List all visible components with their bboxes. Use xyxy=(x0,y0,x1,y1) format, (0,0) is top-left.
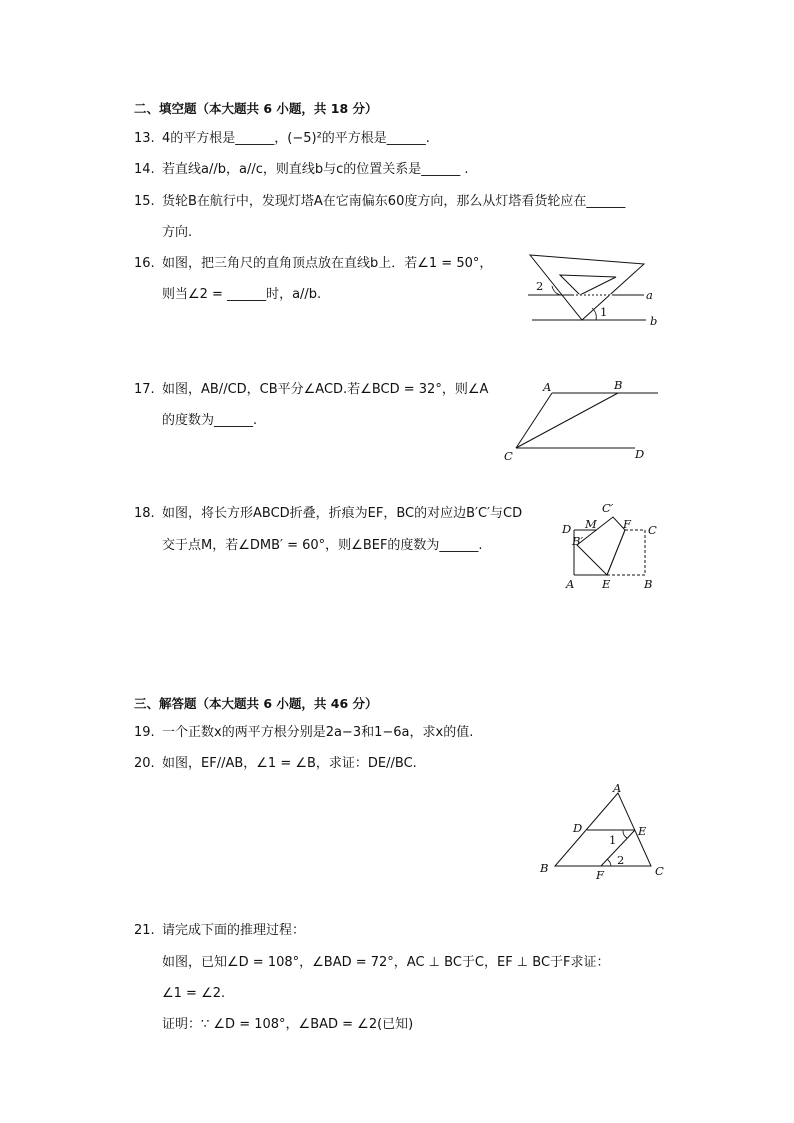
question-18-text: 如图，将长方形ABCD折叠，折痕为EF，BC的对应边B′C′与CD xyxy=(162,506,523,521)
angle-1-label: 1 xyxy=(600,305,608,319)
question-number: 17. xyxy=(134,382,155,397)
point-d-label: D xyxy=(562,522,572,536)
point-m-label: M xyxy=(585,517,597,531)
point-c-prime-label: C′ xyxy=(602,501,614,515)
question-16-text-cont: 则当∠2 = ______时，a//b. xyxy=(162,287,322,302)
section-header-answer: 三、解答题（本大题共 6 小题，共 46 分） xyxy=(134,696,378,711)
point-d-label: D xyxy=(635,447,645,461)
question-21-proof: 证明：∵ ∠D = 108°，∠BAD = ∠2(已知) xyxy=(162,1017,414,1032)
question-20-text: 如图，EF//AB，∠1 = ∠B，求证：DE//BC. xyxy=(162,756,417,771)
line-b-label: b xyxy=(650,314,658,328)
question-number: 13. xyxy=(134,131,155,146)
question-21-prove: ∠1 = ∠2. xyxy=(162,986,226,1001)
question-19-text: 一个正数x的两平方根分别是2a−3和1−6a，求x的值. xyxy=(162,725,474,740)
figure-17-parallel-lines xyxy=(500,375,670,465)
point-d-label: D xyxy=(573,821,583,835)
point-f-label: F xyxy=(623,517,631,531)
question-number: 14. xyxy=(134,162,155,177)
point-b-label: B xyxy=(644,577,653,591)
question-21-given: 如图，已知∠D = 108°，∠BAD = 72°，AC ⊥ BC于C，EF ⊥ BC于F求证： xyxy=(162,955,610,970)
angle-2-label: 2 xyxy=(536,279,544,293)
point-b-label: B xyxy=(614,378,623,392)
question-17-text-cont: 的度数为______. xyxy=(162,413,258,428)
figure-20-triangle xyxy=(535,778,675,888)
question-number: 16. xyxy=(134,256,155,271)
angle-2-label: 2 xyxy=(617,853,625,867)
point-e-label: E xyxy=(638,824,647,838)
line-a-label: a xyxy=(646,288,653,302)
point-c-label: C xyxy=(648,523,657,537)
point-b-label: B xyxy=(540,861,549,875)
figure-16-triangle-ruler xyxy=(520,250,670,330)
question-number: 20. xyxy=(134,756,155,771)
point-b-prime-label: B′ xyxy=(572,534,584,548)
point-e-label: E xyxy=(602,577,611,591)
angle-1-label: 1 xyxy=(609,833,617,847)
question-21-text: 请完成下面的推理过程： xyxy=(162,923,306,938)
point-c-label: C xyxy=(655,864,664,878)
question-15-text: 货轮B在航行中，发现灯塔A在它南偏东60度方向，那么从灯塔看货轮应在______ xyxy=(162,194,626,209)
question-15-text-cont: 方向. xyxy=(162,225,193,240)
figure-18-folded-rectangle xyxy=(555,500,670,595)
point-a-label: A xyxy=(566,577,575,591)
point-a-label: A xyxy=(613,781,622,795)
question-14-text: 若直线a//b，a//c，则直线b与c的位置关系是______ . xyxy=(162,162,469,177)
point-f-label: F xyxy=(596,868,604,882)
question-number: 21. xyxy=(134,923,155,938)
question-16-text: 如图，把三角尺的直角顶点放在直线b上．若∠1 = 50°， xyxy=(162,256,493,271)
question-17-text: 如图，AB//CD，CB平分∠ACD.若∠BCD = 32°，则∠A xyxy=(162,382,489,397)
question-18-text-cont: 交于点M，若∠DMB′ = 60°，则∠BEF的度数为______. xyxy=(162,538,483,553)
point-a-label: A xyxy=(543,380,552,394)
question-13-text: 4的平方根是______，(−5)²的平方根是______. xyxy=(162,131,430,146)
point-c-label: C xyxy=(504,449,513,463)
question-number: 18. xyxy=(134,506,155,521)
question-number: 19. xyxy=(134,725,155,740)
section-header-fill-in: 二、填空题（本大题共 6 小题，共 18 分） xyxy=(134,101,378,116)
question-number: 15. xyxy=(134,194,155,209)
